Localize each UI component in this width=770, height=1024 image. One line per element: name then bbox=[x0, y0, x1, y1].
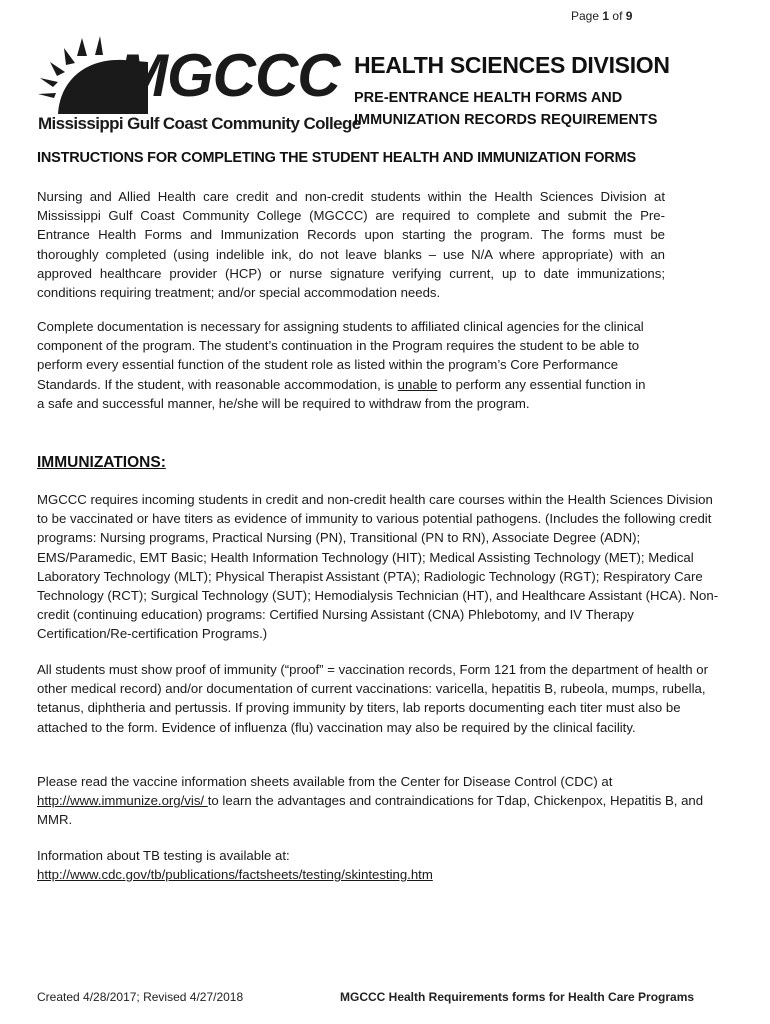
immunizations-paragraph-3-text-a: Please read the vaccine information sheets available from the Center for Disease Control (CDC) at bbox=[37, 774, 613, 789]
unable-emphasis: unable bbox=[397, 376, 438, 392]
page-number-current: 1 bbox=[602, 9, 610, 23]
page-number-of: of bbox=[612, 9, 623, 23]
immunizations-paragraph-1: MGCCC requires incoming students in credit and non-credit health care courses within the Health Sciences Division to be vaccinated or have titers as evidence of immunity to various potential pathogens. (Includes the following credit programs: Nursing programs, Practical Nursing (PN), Transitional (PN to RN), Associate Degree (ADN); EMS/Paramedic, EMT Basic; Health Information Technology (HIT); Medical Assisting Technology (MET); Medical Laboratory Technology (MLT); Physical Therapist Assistant (PTA); Radiologic Technology (RGT); Respiratory Care Technology (RCT); Surgical Technology (SUT); Hemodialysis Technician (HT), and Healthcare Assistant (HCA). Non-credit (continuing education) programs: Certified Nursing Assistant (CNA) Phlebotomy, and IV Therapy Certification/Re-certification Programs.) bbox=[37, 492, 719, 642]
mgccc-logo bbox=[38, 36, 361, 140]
instructions-paragraph-1: Nursing and Allied Health care credit and non-credit students within the Health Sciences Division at Mississippi Gulf Coast Community College (MGCCC) are required to complete and submit the Pre-Entrance Health Forms and Immunization Records upon starting the program. The forms must be thoroughly completed (using indelible ink, do not leave blanks – use N/A where appropriate) with an approved healthcare provider (HCP) or nurse signature verifying current, up to date immunizations; conditions requiring treatment; and/or special accommodation needs. bbox=[37, 189, 665, 301]
immunizations-paragraph-4 bbox=[37, 846, 727, 884]
division-title: HEALTH SCIENCES DIVISION bbox=[354, 52, 670, 78]
instructions-paragraph-2 bbox=[37, 317, 649, 413]
instructions-paragraph-2-text-b: to perform any essential function in a safe and successful manner, he/she will be required to withdraw from the program. bbox=[37, 376, 646, 411]
tb-testing-link[interactable]: http://www.cdc.gov/tb/publications/factsheets/testing/skintesting.htm bbox=[37, 867, 433, 883]
subtitle-line-2: IMMUNIZATION RECORDS REQUIREMENTS bbox=[354, 112, 658, 128]
immunizations-heading: IMMUNIZATIONS: bbox=[37, 454, 166, 471]
instructions-heading: INSTRUCTIONS FOR COMPLETING THE STUDENT HEALTH AND IMMUNIZATION FORMS bbox=[37, 150, 636, 166]
subtitle-line-1: PRE-ENTRANCE HEALTH FORMS AND bbox=[354, 90, 623, 106]
logo-wordmark: MGCCC bbox=[118, 42, 340, 109]
immunizations-paragraph-2: All students must show proof of immunity (“proof” = vaccination records, Form 121 from the department of health or other medical record) and/or documentation of current vaccinations: varicella, hepatitis B, rubeola, mumps, rubella, tetanus, diphtheria and pertussis. If proving immunity by titers, lab reports documenting each titer must also be attached to the form. Evidence of influenza (flu) vaccination may also be required by the clinical facility. bbox=[37, 662, 709, 735]
cdc-vis-link[interactable]: http://www.immunize.org/vis/ bbox=[37, 793, 208, 809]
page-number-total: 9 bbox=[625, 9, 633, 23]
page-number bbox=[571, 9, 632, 23]
division-subtitle bbox=[354, 87, 657, 131]
tb-testing-intro: Information about TB testing is available at: bbox=[37, 848, 290, 863]
immunizations-paragraph-3 bbox=[37, 772, 727, 830]
logo-college-name: Mississippi Gulf Coast Community College bbox=[38, 114, 361, 133]
footer-title: MGCCC Health Requirements forms for Health Care Programs bbox=[340, 990, 695, 1004]
immunizations-paragraph-3-text-b: to learn the advantages and contraindications for Tdap, Chickenpox, Hepatitis B, and MMR. bbox=[37, 793, 704, 828]
instructions-paragraph-2-text-a: Complete documentation is necessary for assigning students to affiliated clinical agencies for the clinical component of the program. The student’s continuation in the Program requires the student to be able to perform every essential function of the student role as listed within the program’s Core Performance Standards. If the student, with reasonable accommodation, is bbox=[37, 319, 644, 392]
page-number-label: Page bbox=[571, 9, 600, 23]
footer-created-revised: Created 4/28/2017; Revised 4/27/2018 bbox=[37, 990, 244, 1004]
